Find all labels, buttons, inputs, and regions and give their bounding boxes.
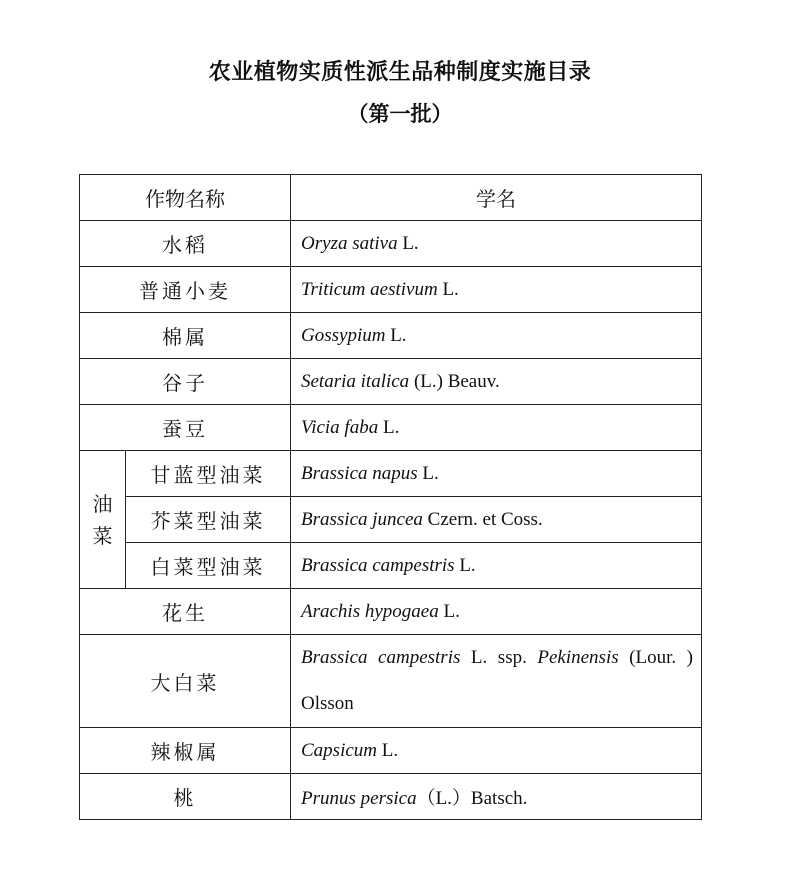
scientific-name: Brassica napus L.	[291, 451, 702, 497]
crop-name: 水稻	[80, 221, 291, 267]
crop-name: 大白菜	[80, 635, 291, 728]
crop-name: 桃	[80, 774, 291, 820]
crop-name: 普通小麦	[80, 267, 291, 313]
scientific-name: Setaria italica (L.) Beauv.	[291, 359, 702, 405]
table-row	[80, 589, 702, 635]
crop-name: 辣椒属	[80, 728, 291, 774]
crop-name: 芥菜型油菜	[126, 497, 291, 543]
table-header-row	[80, 175, 702, 221]
crop-name: 白菜型油菜	[126, 543, 291, 589]
scientific-name: Arachis hypogaea L.	[291, 589, 702, 635]
crop-catalog-table	[79, 174, 702, 820]
table-row	[80, 267, 702, 313]
table-row	[80, 635, 702, 728]
crop-name: 谷子	[80, 359, 291, 405]
document-subtitle: （第一批）	[347, 102, 453, 126]
scientific-name: Prunus persica（L.）Batsch.	[291, 774, 702, 820]
crop-name: 棉属	[80, 313, 291, 359]
table-row	[80, 451, 702, 497]
header-scientific-name: 学名	[291, 175, 702, 221]
rapeseed-group-label: 油 菜	[80, 451, 126, 589]
crop-name: 花生	[80, 589, 291, 635]
scientific-name: Triticum aestivum L.	[291, 267, 702, 313]
crop-name: 蚕豆	[80, 405, 291, 451]
scientific-name: Capsicum L.	[291, 728, 702, 774]
table-row	[80, 543, 702, 589]
document-title: 农业植物实质性派生品种制度实施目录	[208, 60, 592, 85]
scientific-name: Gossypium L.	[291, 313, 702, 359]
table-row	[80, 774, 702, 820]
scientific-name: Brassica campestris L. ssp. Pekinensis (Lour. ) Olsson	[291, 635, 702, 728]
table-row	[80, 728, 702, 774]
table-row	[80, 313, 702, 359]
crop-name: 甘蓝型油菜	[126, 451, 291, 497]
header-crop-name: 作物名称	[80, 175, 291, 221]
scientific-name: Brassica juncea Czern. et Coss.	[291, 497, 702, 543]
scientific-name: Brassica campestris L.	[291, 543, 702, 589]
table-row	[80, 359, 702, 405]
table-row	[80, 221, 702, 267]
table-row	[80, 497, 702, 543]
scientific-name: Vicia faba L.	[291, 405, 702, 451]
table-row	[80, 405, 702, 451]
scientific-name: Oryza sativa L.	[291, 221, 702, 267]
